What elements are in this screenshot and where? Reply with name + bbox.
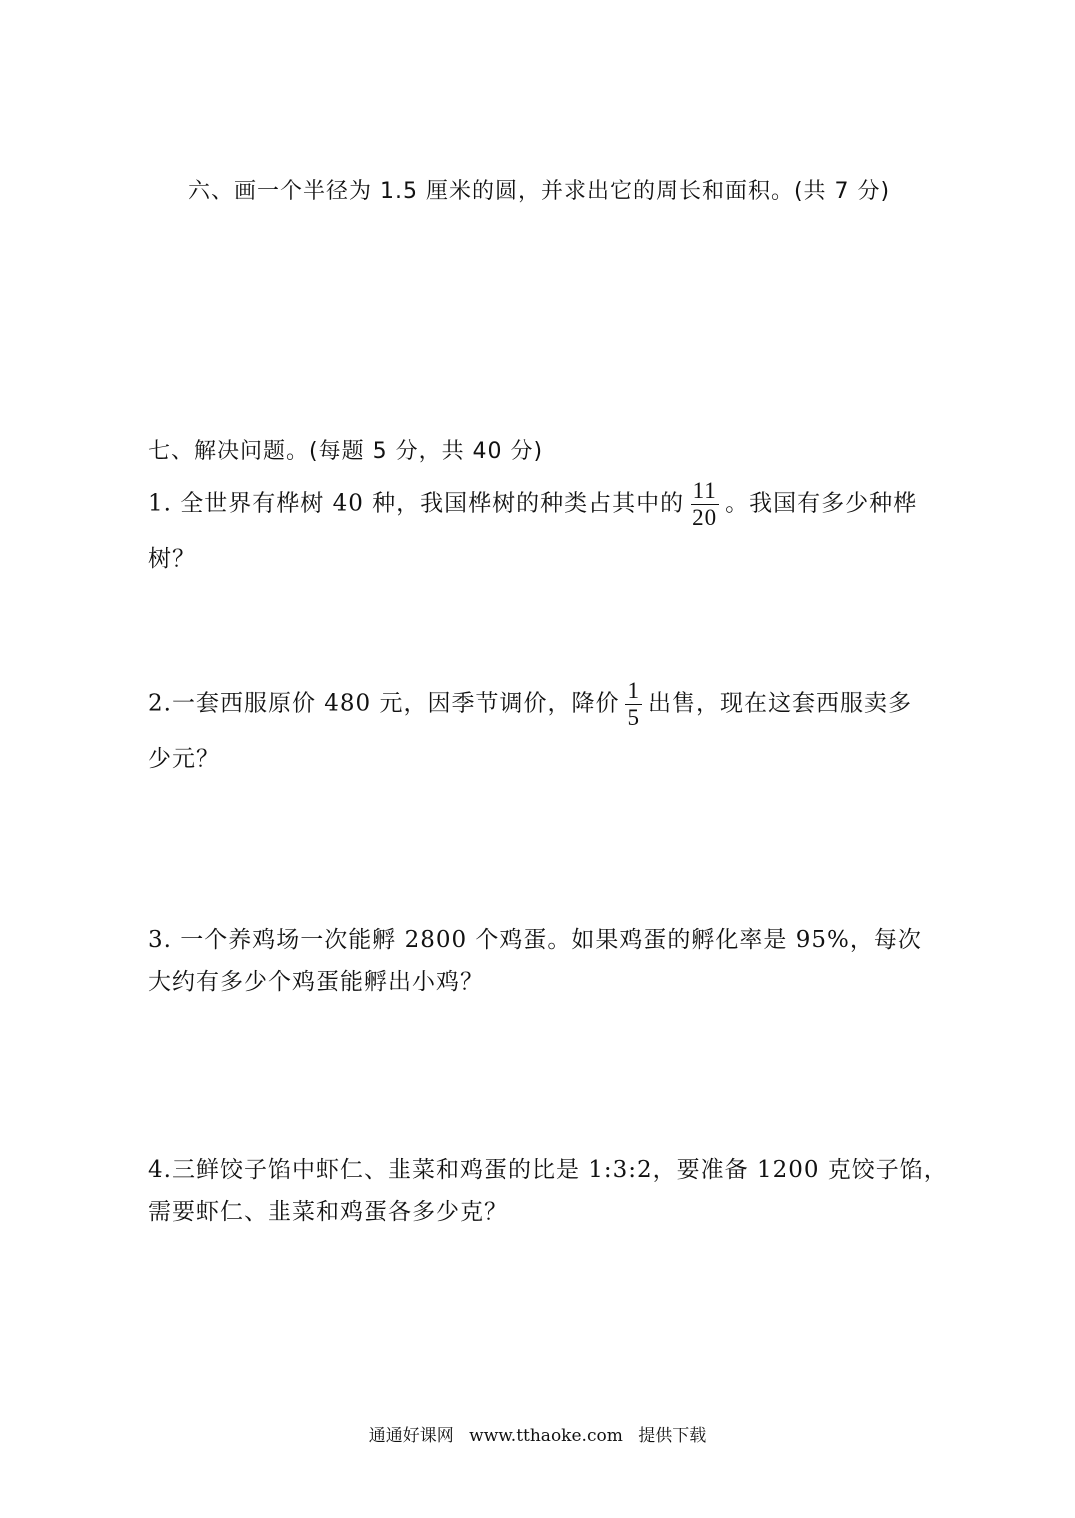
fraction-11-20 bbox=[690, 478, 719, 531]
question-1-text-after: 。我国有多少种桦 bbox=[725, 490, 918, 517]
fraction-denominator: 20 bbox=[692, 505, 718, 530]
fraction-1-5 bbox=[625, 678, 642, 731]
section-7-heading: 七、解决问题。(每题 5 分，共 40 分) bbox=[148, 439, 544, 464]
footer-site-name: 通通好课网 bbox=[368, 1426, 454, 1446]
fraction-numerator: 1 bbox=[627, 678, 640, 703]
fraction-numerator: 11 bbox=[692, 478, 717, 503]
page-footer bbox=[0, 1424, 1075, 1448]
question-1-text-before: 1. 全世界有桦树 40 种，我国桦树的种类占其中的 bbox=[148, 490, 685, 517]
question-2-line-2: 少元？ bbox=[148, 746, 220, 772]
footer-url[interactable]: www.tthaoke.com bbox=[469, 1426, 623, 1446]
question-3-line-1: 3. 一个养鸡场一次能孵 2800 个鸡蛋。如果鸡蛋的孵化率是 95%，每次 bbox=[148, 927, 922, 953]
question-4-line-1: 4.三鲜饺子馅中虾仁、韭菜和鸡蛋的比是 1:3:2，要准备 1200 克饺子馅， bbox=[148, 1157, 948, 1183]
question-1-line-2: 树？ bbox=[148, 546, 196, 572]
question-2 bbox=[148, 678, 912, 731]
fraction-denominator: 5 bbox=[627, 705, 640, 730]
question-4-line-2: 需要虾仁、韭菜和鸡蛋各多少克？ bbox=[148, 1199, 508, 1225]
footer-suffix: 提供下载 bbox=[638, 1426, 707, 1446]
question-2-text-after: 出售，现在这套西服卖多 bbox=[647, 690, 912, 717]
question-1 bbox=[148, 478, 917, 531]
question-3-line-2: 大约有多少个鸡蛋能孵出小鸡？ bbox=[148, 969, 484, 995]
question-2-text-before: 2.一套西服原价 480 元，因季节调价，降价 bbox=[148, 690, 620, 717]
section-6-heading: 六、画一个半径为 1.5 厘米的圆，并求出它的周长和面积。(共 7 分) bbox=[188, 179, 891, 204]
